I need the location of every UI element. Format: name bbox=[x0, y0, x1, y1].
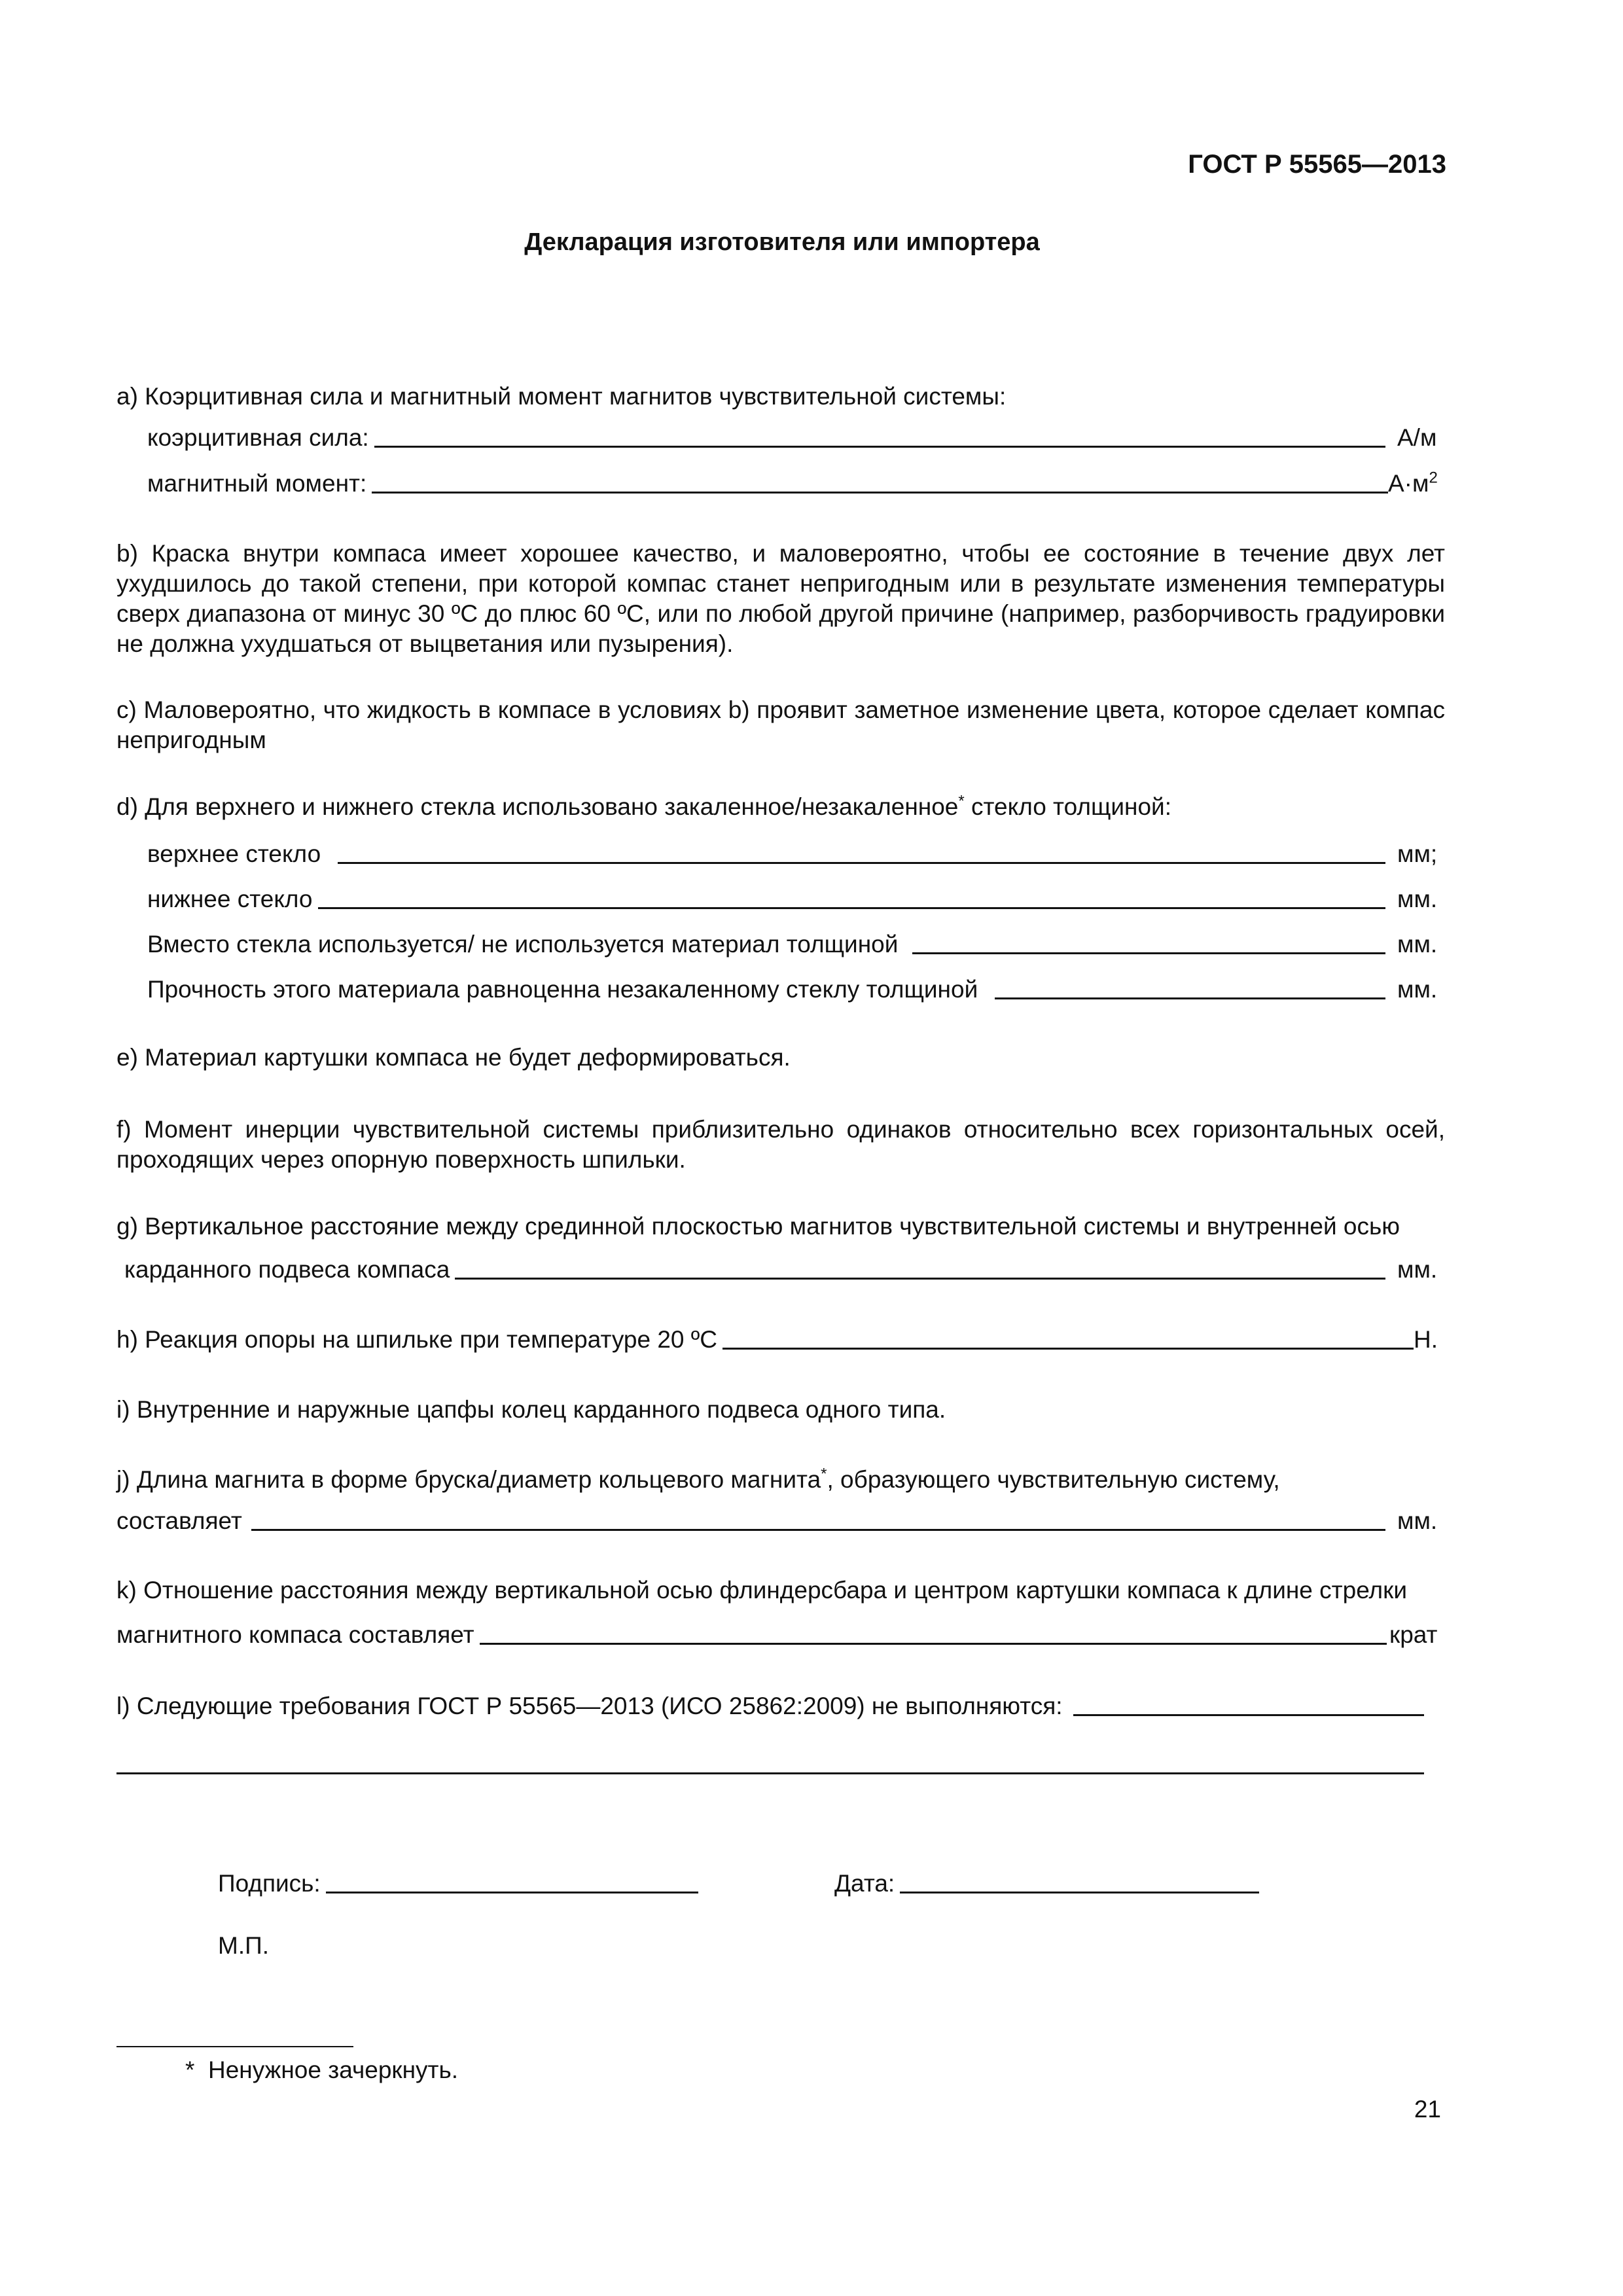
page-number: 21 bbox=[1414, 2096, 1441, 2123]
date-label: Дата: bbox=[834, 1870, 895, 1897]
gimbal-distance-label: карданного подвеса компаса bbox=[124, 1256, 450, 1283]
signature-label: Подпись: bbox=[218, 1870, 321, 1897]
item-d-lower-row bbox=[147, 884, 1440, 914]
lower-glass-unit: мм. bbox=[1397, 886, 1438, 912]
item-g-text: g) Вертикальное расстояние между срединной плоскостью магнитов чувствительной системы и внутренней осью bbox=[116, 1213, 1400, 1240]
gimbal-distance-unit: мм. bbox=[1397, 1256, 1438, 1283]
lower-glass-label: нижнее стекло bbox=[147, 886, 313, 912]
material-thickness-unit: мм. bbox=[1397, 931, 1438, 958]
page-title: Декларация изготовителя или импортера bbox=[524, 228, 1040, 256]
coercive-force-field[interactable] bbox=[374, 423, 1385, 448]
flinders-ratio-label: магнитного компаса составляет bbox=[116, 1621, 474, 1648]
noncompliance-label: l) Следующие требования ГОСТ Р 55565—2013 (ИСО 25862:2009) не выполняются: bbox=[116, 1693, 1063, 1719]
gimbal-distance-field[interactable] bbox=[455, 1255, 1385, 1280]
signature-row bbox=[218, 1869, 702, 1899]
item-l-row bbox=[116, 1691, 1424, 1721]
item-h-row bbox=[116, 1325, 1440, 1355]
footnote bbox=[185, 2055, 458, 2085]
footnote-divider bbox=[116, 2046, 353, 2047]
pivot-reaction-label: h) Реакция опоры на шпильке при температуре 20 ºС bbox=[116, 1326, 718, 1353]
upper-glass-field[interactable] bbox=[338, 840, 1385, 864]
magnet-length-label: составляет bbox=[116, 1507, 242, 1534]
item-k-text: k) Отношение расстояния между вертикальной осью флиндерсбара и центром картушки компаса к длине стрелки bbox=[116, 1577, 1407, 1604]
item-d-equivalent-row bbox=[147, 975, 1440, 1005]
magnet-length-field[interactable] bbox=[251, 1507, 1385, 1531]
magnetic-moment-field[interactable] bbox=[372, 469, 1388, 493]
flinders-ratio-field[interactable] bbox=[480, 1621, 1387, 1645]
magnetic-moment-label: магнитный момент: bbox=[147, 470, 367, 497]
item-g-row bbox=[124, 1255, 1440, 1285]
stamp-label: М.П. bbox=[218, 1932, 269, 1959]
item-k-row bbox=[116, 1620, 1440, 1650]
signature-field[interactable] bbox=[326, 1869, 698, 1893]
item-a-moment-row bbox=[147, 469, 1440, 499]
noncompliance-extra-line[interactable] bbox=[116, 1772, 1424, 1774]
noncompliance-field[interactable] bbox=[1073, 1692, 1424, 1716]
upper-glass-label: верхнее стекло bbox=[147, 840, 321, 867]
item-a-text: а) Коэрцитивная сила и магнитный момент магнитов чувствительной системы: bbox=[116, 383, 1007, 410]
footnote-text: Ненужное зачеркнуть. bbox=[207, 2056, 459, 2083]
item-j-text: j) Длина магнита в форме бруска/диаметр кольцевого магнита*, образующего чувствительную систему, bbox=[116, 1465, 1280, 1493]
doc-code: ГОСТ Р 55565—2013 bbox=[1188, 150, 1446, 179]
equivalent-thickness-label: Прочность этого материала равноценна незакаленному стеклу толщиной bbox=[147, 976, 978, 1003]
coercive-force-unit: А/м bbox=[1397, 424, 1437, 451]
item-j-row bbox=[116, 1506, 1440, 1536]
item-i-text: i) Внутренние и наружные цапфы колец карданного подвеса одного типа. bbox=[116, 1396, 946, 1423]
item-d-upper-row bbox=[147, 839, 1440, 869]
upper-glass-unit: мм; bbox=[1397, 840, 1438, 867]
equivalent-thickness-unit: мм. bbox=[1397, 976, 1438, 1003]
item-e-text: е) Материал картушки компаса не будет деформироваться. bbox=[116, 1044, 791, 1071]
coercive-force-label: коэрцитивная сила: bbox=[147, 424, 369, 451]
flinders-ratio-unit: крат bbox=[1389, 1621, 1438, 1648]
material-thickness-field[interactable] bbox=[912, 930, 1385, 954]
date-field[interactable] bbox=[900, 1869, 1259, 1893]
item-d-material-row bbox=[147, 929, 1440, 960]
item-a-coercive-row bbox=[147, 423, 1440, 453]
magnetic-moment-unit: $А\cdot м^2$ bbox=[1388, 469, 1438, 497]
item-d-text: d) Для верхнего и нижнего стекла использовано закаленное/незакаленное* стекло толщиной: bbox=[116, 792, 1172, 820]
pivot-reaction-field[interactable] bbox=[722, 1325, 1414, 1350]
item-b-text: b) Краска внутри компаса имеет хорошее качество, и маловероятно, чтобы ее состояние в течение двух лет ухудшилось до такой степени, при которой компас станет непригодным или в результате изменения температуры сверх диапазона от минус 30 ºС до плюс 60 ºС, или по любой другой причине (например, разборчивость градуировки не должна ухудшаться от выцветания или пузырения). bbox=[116, 540, 1445, 657]
item-c-text: с) Маловероятно, что жидкость в компасе в условиях b) проявит заметное изменение цвета, которое сделает компас непригодным bbox=[116, 696, 1445, 753]
date-row bbox=[834, 1869, 1263, 1899]
footnote-mark: * bbox=[185, 2056, 195, 2083]
lower-glass-field[interactable] bbox=[318, 885, 1385, 909]
item-f-text: f) Момент инерции чувствительной системы приблизительно одинаков относительно всех горизонтальных осей, проходящих через опорную поверхность шпильки. bbox=[116, 1116, 1445, 1173]
pivot-reaction-unit: Н. bbox=[1414, 1326, 1438, 1353]
magnet-length-unit: мм. bbox=[1397, 1507, 1438, 1534]
equivalent-thickness-field[interactable] bbox=[995, 975, 1385, 999]
material-thickness-label: Вместо стекла используется/ не используется материал толщиной bbox=[147, 931, 899, 958]
